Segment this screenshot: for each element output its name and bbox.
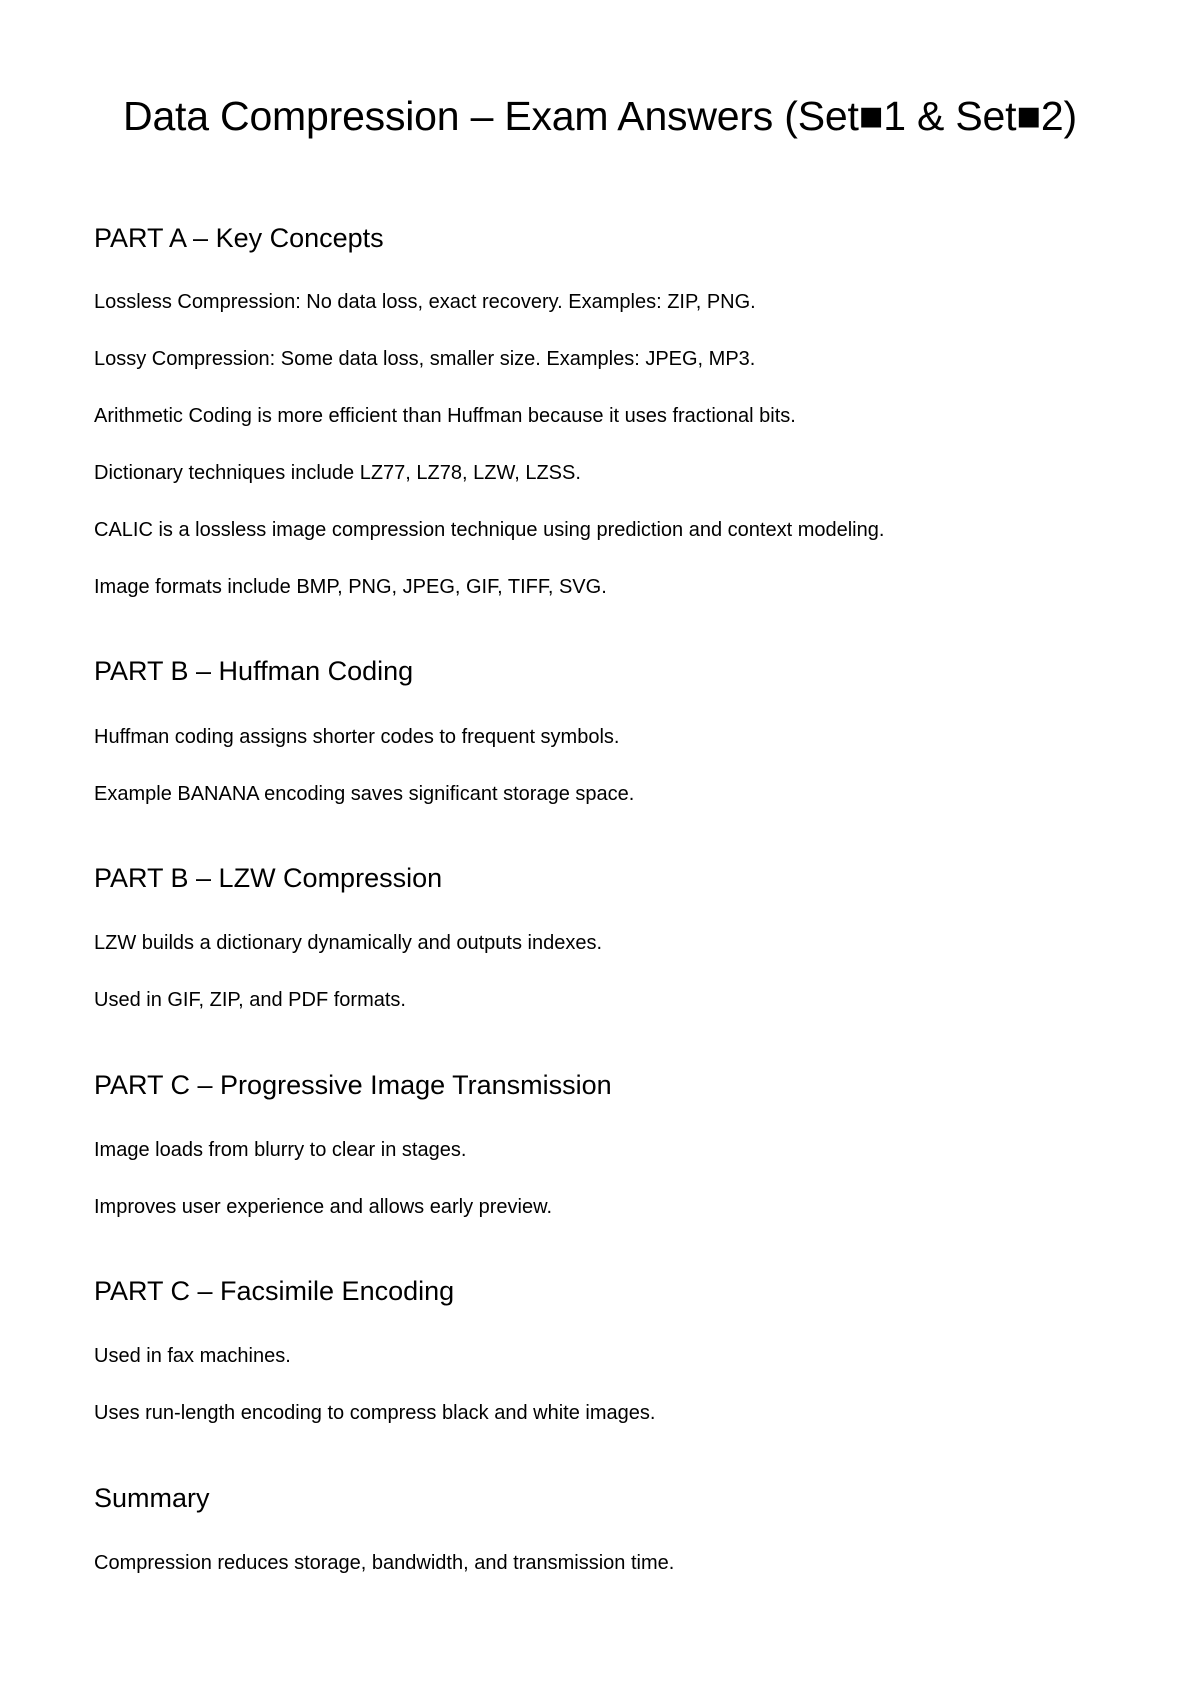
section-heading-part-b-huffman-coding: PART B – Huffman Coding xyxy=(94,656,414,686)
paragraph: Uses run-length encoding to compress black and white images. xyxy=(94,1402,656,1424)
paragraph: Used in GIF, ZIP, and PDF formats. xyxy=(94,989,406,1011)
paragraph: Dictionary techniques include LZ77, LZ78, LZW, LZSS. xyxy=(94,462,581,484)
section-heading-part-b-lzw-compression: PART B – LZW Compression xyxy=(94,863,443,893)
paragraph: Image formats include BMP, PNG, JPEG, GIF, TIFF, SVG. xyxy=(94,576,607,598)
paragraph: Arithmetic Coding is more efficient than Huffman because it uses fractional bits. xyxy=(94,405,796,427)
section-heading-part-c-facsimile-encoding: PART C – Facsimile Encoding xyxy=(94,1276,455,1306)
paragraph: Image loads from blurry to clear in stages. xyxy=(94,1139,467,1161)
paragraph: Lossy Compression: Some data loss, smaller size. Examples: JPEG, MP3. xyxy=(94,348,756,370)
paragraph: Huffman coding assigns shorter codes to frequent symbols. xyxy=(94,726,620,748)
paragraph: Improves user experience and allows early preview. xyxy=(94,1196,552,1218)
section-heading-summary: Summary xyxy=(94,1483,210,1513)
paragraph: LZW builds a dictionary dynamically and outputs indexes. xyxy=(94,932,603,954)
paragraph: CALIC is a lossless image compression technique using prediction and context modeling. xyxy=(94,519,885,541)
section-heading-part-a-key-concepts: PART A – Key Concepts xyxy=(94,223,384,253)
paragraph: Example BANANA encoding saves significant storage space. xyxy=(94,783,635,805)
paragraph: Compression reduces storage, bandwidth, and transmission time. xyxy=(94,1552,675,1574)
paragraph: Lossless Compression: No data loss, exact recovery. Examples: ZIP, PNG. xyxy=(94,291,756,313)
section-heading-part-c-progressive-image-transmission: PART C – Progressive Image Transmission xyxy=(94,1070,612,1100)
paragraph: Used in fax machines. xyxy=(94,1345,291,1367)
document-title: Data Compression – Exam Answers (Set■1 & Set■2) xyxy=(123,93,1077,139)
